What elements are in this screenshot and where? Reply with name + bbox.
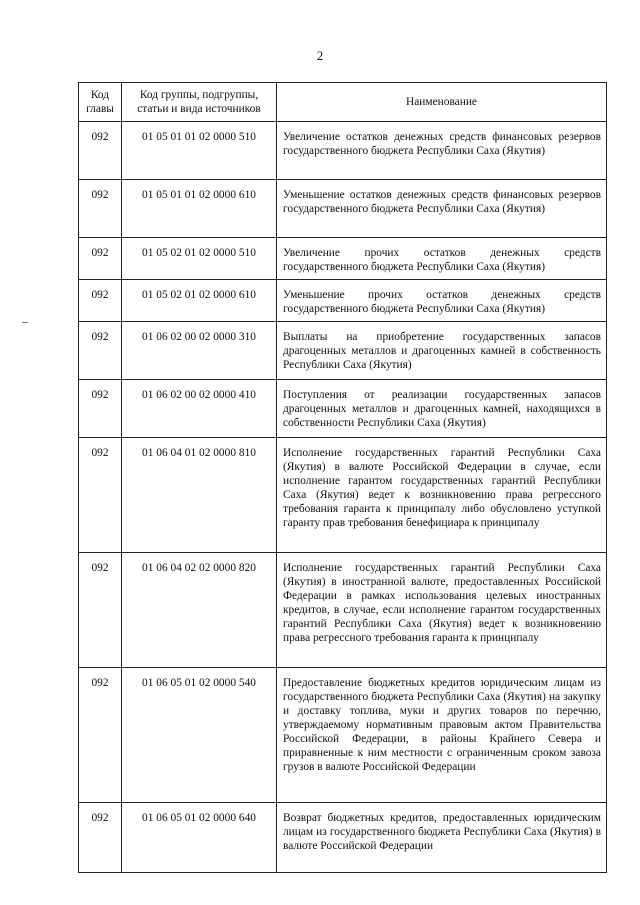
source-code-cell: 01 05 02 01 02 0000 610	[122, 280, 277, 322]
table-row	[79, 122, 607, 180]
chapter-code-cell: 092	[79, 280, 122, 322]
source-code-cell: 01 06 02 00 02 0000 410	[122, 380, 277, 438]
name-cell: Поступления от реализации государственных запасов драгоценных металлов и драгоценных камней, находящихся в собственности Республики Саха (Якутия)	[277, 380, 607, 438]
chapter-code-cell: 092	[79, 380, 122, 438]
chapter-code-cell: 092	[79, 553, 122, 668]
chapter-code-cell: 092	[79, 238, 122, 280]
name-cell: Увеличение остатков денежных средств финансовых резервов государственного бюджета Республики Саха (Якутия)	[277, 122, 607, 180]
table-row	[79, 553, 607, 668]
name-cell: Уменьшение остатков денежных средств финансовых резервов государственного бюджета Республики Саха (Якутия)	[277, 180, 607, 238]
table-row	[79, 322, 607, 380]
table-row	[79, 668, 607, 803]
table-row	[79, 803, 607, 873]
source-code-cell: 01 06 04 02 02 0000 820	[122, 553, 277, 668]
name-cell: Возврат бюджетных кредитов, предоставленных юридическим лицам из государственного бюджета Республики Саха (Якутия) в валюте Российской Федерации	[277, 803, 607, 873]
source-code-cell: 01 06 05 01 02 0000 640	[122, 803, 277, 873]
source-code-cell: 01 05 02 01 02 0000 510	[122, 238, 277, 280]
source-code-cell: 01 05 01 01 02 0000 510	[122, 122, 277, 180]
source-code-cell: 01 06 05 01 02 0000 540	[122, 668, 277, 803]
source-code-cell: 01 06 04 01 02 0000 810	[122, 438, 277, 553]
name-cell: Исполнение государственных гарантий Республики Саха (Якутия) в валюте Российской Федерации в случае, если исполнение гарантом государственных гарантий Республики Саха (Якутия) ведет к возникновению права регрессного требования гаранта к принципалу либо обусловлено уступкой гаранту прав требования бенефициара к принципалу	[277, 438, 607, 553]
source-code-cell: 01 05 01 01 02 0000 610	[122, 180, 277, 238]
budget-sources-table	[78, 82, 607, 873]
chapter-code-cell: 092	[79, 803, 122, 873]
table-row	[79, 238, 607, 280]
chapter-code-cell: 092	[79, 180, 122, 238]
header-name: Наименование	[277, 83, 607, 122]
name-cell: Предоставление бюджетных кредитов юридическим лицам из государственного бюджета Республики Саха (Якутия) на закупку и доставку топлива, муки и других товаров по перечню, утверждаемому нормативным правовым актом Правительства Российской Федерации, в районы Крайнего Севера и приравненные к ним местности с ограниченным сроком завоза грузов в валюте Российской Федерации	[277, 668, 607, 803]
scan-edge-mark	[22, 322, 28, 323]
name-cell: Исполнение государственных гарантий Республики Саха (Якутия) в иностранной валюте, предоставленных Российской Федерации в рамках использования целевых иностранных кредитов, в случае, если исполнение гарантом государственных гарантий Республики Саха (Якутия) ведет к возникновению права регрессного требования гаранта к принципалу	[277, 553, 607, 668]
name-cell: Выплаты на приобретение государственных запасов драгоценных металлов и драгоценных камней в собственность Республики Саха (Якутия)	[277, 322, 607, 380]
table-header-row	[79, 83, 607, 122]
table-row	[79, 280, 607, 322]
name-cell: Увеличение прочих остатков денежных средств государственного бюджета Республики Саха (Якутия)	[277, 238, 607, 280]
table-row	[79, 438, 607, 553]
header-source-code: Код группы, подгруппы, статьи и вида источников	[122, 83, 277, 122]
chapter-code-cell: 092	[79, 668, 122, 803]
header-chapter-code: Код главы	[79, 83, 122, 122]
table-row	[79, 380, 607, 438]
chapter-code-cell: 092	[79, 122, 122, 180]
chapter-code-cell: 092	[79, 438, 122, 553]
name-cell: Уменьшение прочих остатков денежных средств государственного бюджета Республики Саха (Якутия)	[277, 280, 607, 322]
table-row	[79, 180, 607, 238]
chapter-code-cell: 092	[79, 322, 122, 380]
page-number: 2	[316, 48, 324, 63]
source-code-cell: 01 06 02 00 02 0000 310	[122, 322, 277, 380]
